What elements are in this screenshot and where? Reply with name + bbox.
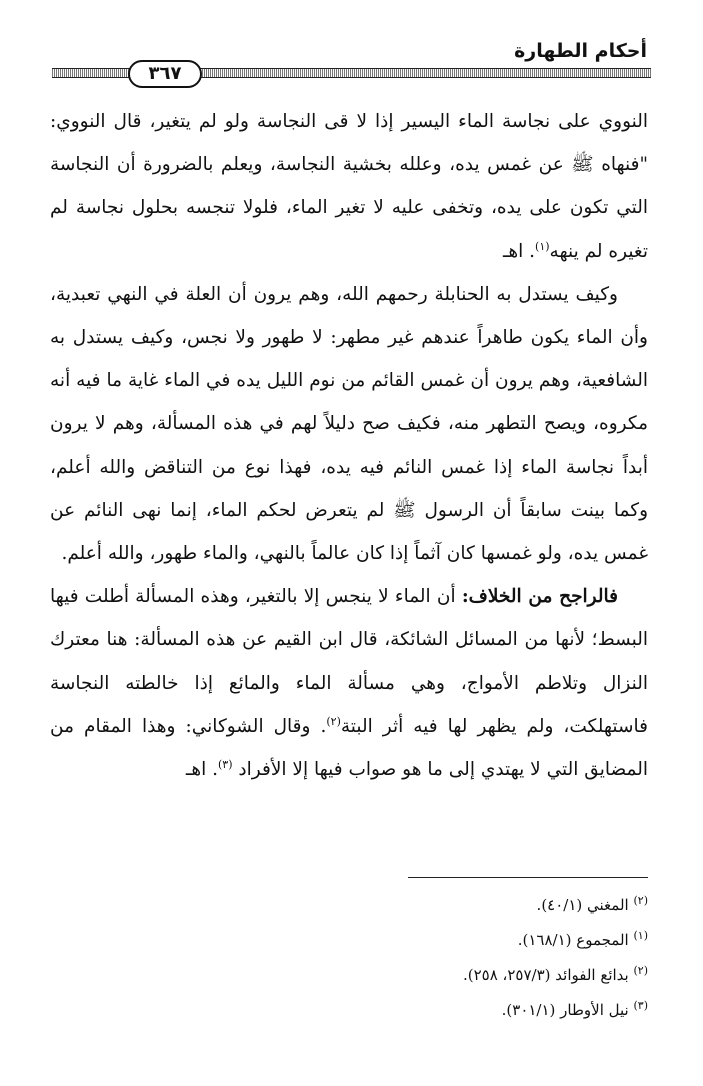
- footnote-4: [50, 993, 648, 1028]
- footnote-ref-2: (٢): [326, 714, 341, 728]
- body-text: [50, 100, 648, 791]
- footnote-3-mark: (٢): [633, 964, 648, 977]
- footnote-2-mark: (١): [633, 929, 648, 942]
- paragraph-1-text: النووي على نجاسة الماء اليسير إذا لا قى النجاسة ولو لم يتغير، قال النووي: "فنهاه ﷺ عن غمس يده، وعلله بخشية النجاسة، ويعلم بالضرورة أن النجاسة التي تكون على يده، وتخفى عليه لا تغير الماء، فلولا تنجسه بحلول نجاسة لم تغيره لم ينهه: [50, 111, 648, 262]
- footnote-2: [50, 923, 648, 958]
- footnote-1: [50, 888, 648, 923]
- paragraph-3-text-a: أن الماء لا ينجس إلا بالتغير، وهذه المسألة أطلت فيها البسط؛ لأنها من المسائل الشائكة، قال ابن القيم عن هذه المسألة: هنا معترك النزال وتلاطم الأمواج، وهي مسألة الماء والمائع إذا خالطته النجاسة فاستهلكت، ولم يظهر لها فيه أثر البتة: [50, 586, 648, 737]
- paragraph-1: [50, 100, 648, 273]
- paragraph-2: وكيف يستدل به الحنابلة رحمهم الله، وهم يرون أن العلة في النهي تعبدية، وأن الماء يكون طاهراً عندهم غير مطهر: لا طهور ولا نجس، وكيف يستدل به الشافعية، وهم يرون أن غمس القائم من نوم الليل يده في الماء غاية ما فيه أنه مكروه، ويصح التطهر منه، فكيف صح دليلاً لهم في هذه المسألة، وهم لا يرون أبداً نجاسة الماء إذا غمس النائم فيه يده، فهذا نوع من التناقض والله أعلم، وكما بينت سابقاً أن الرسول ﷺ لم يتعرض لحكم الماء، إنما نهى النائم عن غمس يده، ولو غمسها كان آثماً إذا كان عالماً بالنهي، والماء طهور، والله أعلم.: [50, 283, 648, 565]
- page-number: ٣٦٧: [128, 60, 202, 88]
- paragraph-3-text-b: . وقال الشوكاني: وهذا المقام من المضايق التي لا يهتدي إلى ما هو صواب فيها إلا الأفراد: [50, 715, 648, 781]
- footnote-separator: [408, 877, 648, 878]
- paragraph-3-end: . اهـ: [185, 759, 218, 781]
- footnote-2-text: المجموع (١٦٨/١).: [517, 931, 634, 949]
- running-title: أحكام الطهارة: [514, 40, 647, 62]
- paragraph-3: [50, 575, 648, 791]
- footnote-3-text: بدائع الفوائد (٢٥٧/٣، ٢٥٨).: [462, 966, 634, 984]
- footnote-4-text: نيل الأوطار (٣٠١/١).: [501, 1001, 634, 1019]
- paragraph-1-end: . اهـ: [502, 240, 536, 262]
- footnote-ref-3: (٣): [218, 757, 233, 771]
- footnote-ref-1: (١): [535, 239, 550, 253]
- paragraph-3-lead: فالراجح من الخلاف:: [461, 586, 618, 608]
- footnote-1-mark: (٢): [633, 894, 648, 907]
- footnote-1-text: المغني (٤٠/١).: [536, 896, 634, 914]
- footnote-4-mark: (٣): [633, 999, 648, 1012]
- footnotes: [50, 888, 648, 1028]
- footnote-3: [50, 958, 648, 993]
